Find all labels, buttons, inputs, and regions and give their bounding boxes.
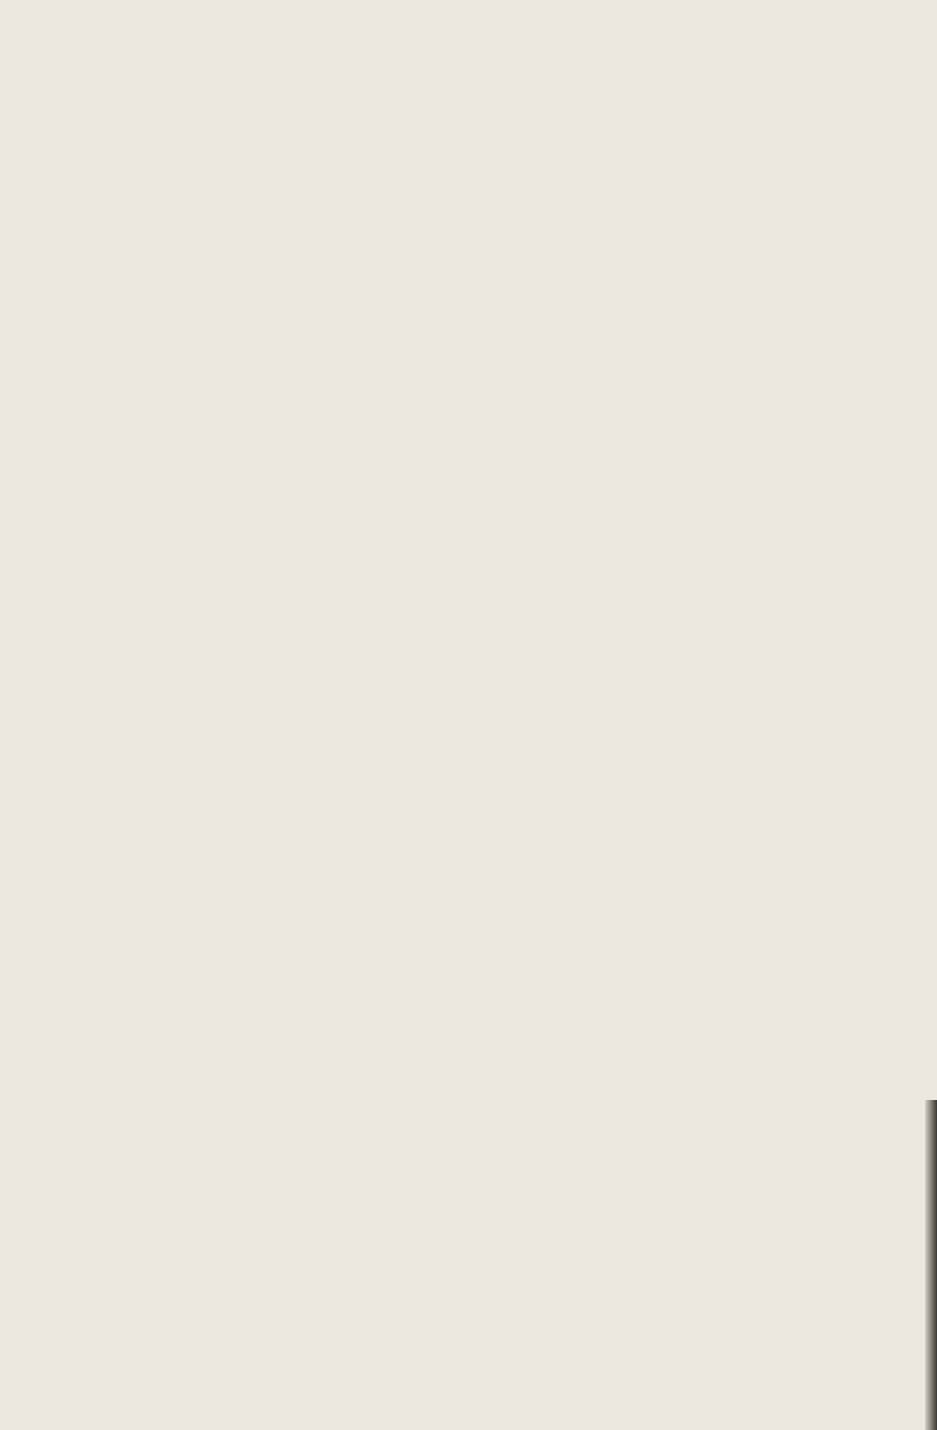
scan-edge-shadow xyxy=(925,1100,937,1430)
